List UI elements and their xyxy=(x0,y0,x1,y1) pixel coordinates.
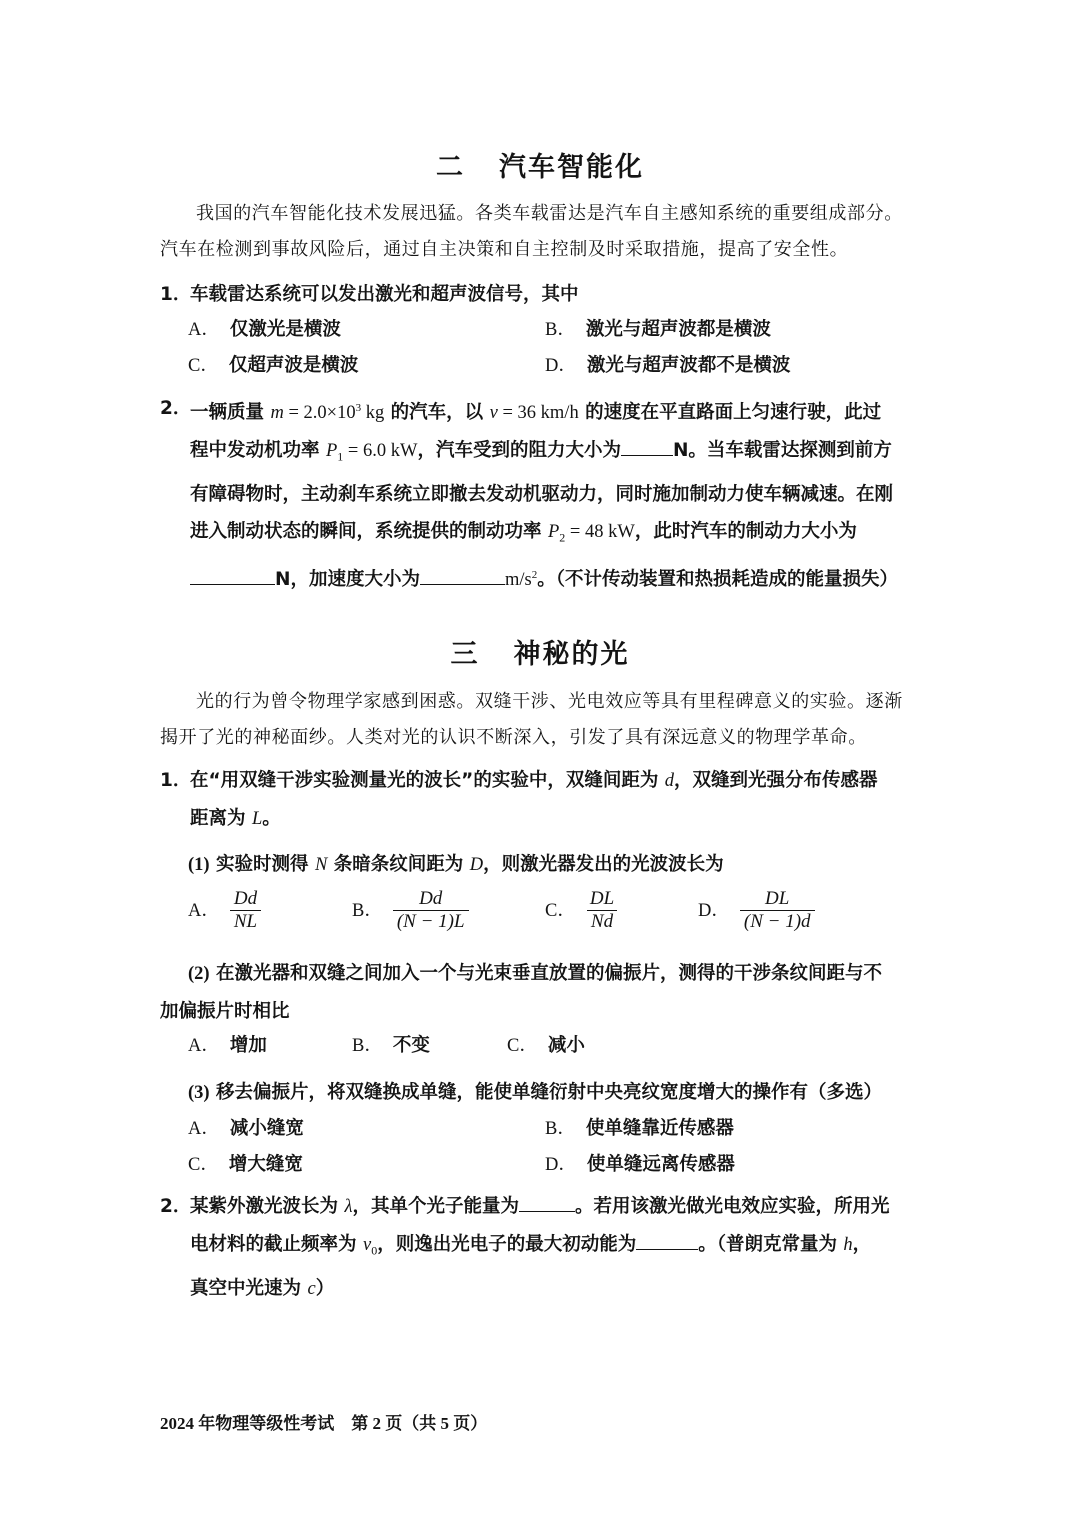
section3-heading: 神秘的光 xyxy=(513,639,630,670)
answer-blank-max-kinetic-energy[interactable] xyxy=(636,1231,698,1250)
question-body: 在“用双缝干涉实验测量光的波长”的实验中，双缝间距为 d，双缝到光强分布传感器 距离为 L。 xyxy=(190,770,878,829)
section3-question1 xyxy=(160,762,925,838)
option-c: C． 仅超声波是横波 xyxy=(188,355,359,376)
option-d-fraction: D． $\frac{DL}{(N - 1)d}$ xyxy=(698,888,815,933)
section2-intro xyxy=(160,196,930,268)
section2-number: 二 xyxy=(436,152,465,183)
question-number: 2． xyxy=(160,1196,192,1217)
page-footer: 2024 年物理等级性考试 第 2 页（共 5 页） xyxy=(160,1414,488,1433)
section2-heading: 汽车智能化 xyxy=(499,152,644,183)
section3-intro-line2: 揭开了光的神秘面纱。人类对光的认识不断深入，引发了具有深远意义的物理学革命。 xyxy=(160,727,867,748)
question-number: 2． xyxy=(160,398,192,419)
section2-title xyxy=(0,145,1080,184)
section2-question1 xyxy=(160,276,925,313)
option-a: A． 减小缝宽 xyxy=(188,1118,304,1139)
question-number: 1． xyxy=(160,770,192,791)
question-body: 某紫外激光波长为 λ，其单个光子能量为 。若用该激光做光电效应实验，所用光 电材料的截止频率为 $\nu_0$，则逸出光电子的最大初动能为 。（普朗克常量为 h， 真空中光速为 c） xyxy=(160,1188,925,1308)
subquestion-2: (2) 在激光器和双缝之间加入一个与光束垂直放置的偏振片，测得的干涉条纹间距与不 加偏振片时相比 xyxy=(160,963,883,1022)
option-d: D． 激光与超声波都不是横波 xyxy=(545,355,791,376)
option-a: A． 仅激光是横波 xyxy=(188,319,341,340)
answer-blank-resistance[interactable] xyxy=(621,437,673,456)
section3-intro-line1: 光的行为曾令物理学家感到困惑。双缝干涉、光电效应等具有里程碑意义的实验。逐渐 xyxy=(196,691,903,712)
fraction: $\frac{DL}{Nd}$ xyxy=(586,888,618,933)
option-b: B． 激光与超声波都是横波 xyxy=(545,319,771,340)
subquestion-3: (3) 移去偏振片，将双缝换成单缝，能使单缝衍射中央亮纹宽度增大的操作有（多选） xyxy=(188,1082,883,1103)
answer-blank-acceleration[interactable] xyxy=(420,566,505,585)
option-b: B． 使单缝靠近传感器 xyxy=(545,1118,734,1139)
section2-intro-line1: 我国的汽车智能化技术发展迅猛。各类车载雷达是汽车自主感知系统的重要组成部分。 xyxy=(196,203,903,224)
answer-blank-braking-force[interactable] xyxy=(190,566,275,585)
option-c: C． 增大缝宽 xyxy=(188,1154,303,1175)
section3-intro xyxy=(160,684,930,756)
option-a-fraction: A． $\frac{Dd}{NL}$ xyxy=(188,888,261,933)
fraction: $\frac{DL}{(N - 1)d}$ xyxy=(740,888,815,933)
section3-title xyxy=(0,632,1080,671)
fraction: $\frac{Dd}{(N - 1)L}$ xyxy=(393,888,469,933)
option-d: D． 使单缝远离传感器 xyxy=(545,1154,735,1175)
question-stem: 车载雷达系统可以发出激光和超声波信号，其中 xyxy=(190,284,579,305)
fraction: $\frac{Dd}{NL}$ xyxy=(230,888,261,933)
section3-question2 xyxy=(160,1188,925,1308)
answer-blank-photon-energy[interactable] xyxy=(519,1193,575,1212)
option-c: C． 减小 xyxy=(507,1035,585,1056)
option-a: A． 增加 xyxy=(188,1035,267,1056)
section2-question2 xyxy=(160,390,925,599)
question-body: 一辆质量 $m = 2.0\times 10^3$ kg 的汽车，以 v = 36 km/h 的速度在平直路面上匀速行驶，此过 程中发动机功率 $P_1 = 6.0$ kW，汽车受到的阻力大小为 N。当车载雷达探测到前方 有障碍物时，主动刹车系统立即撤去发动机驱动力，同时施加制动力使车辆减速。在刚 进入制动状态的瞬间，系统提供的制动功率 $P_2 = 48$ kW，此时汽车的制动力大小为 N，加速度大小为 $m/s^2$。（不计传动装置和热损耗造成的能量损失） xyxy=(190,402,898,590)
question-number: 1． xyxy=(160,284,192,305)
option-c-fraction: C． $\frac{DL}{Nd}$ xyxy=(545,888,618,933)
option-b-fraction: B． $\frac{Dd}{(N - 1)L}$ xyxy=(352,888,469,933)
section3-number: 三 xyxy=(450,639,480,670)
option-b: B． 不变 xyxy=(352,1035,430,1056)
section2-intro-line2: 汽车在检测到事故风险后，通过自主决策和自主控制及时采取措施，提高了安全性。 xyxy=(160,239,849,260)
subquestion-1: (1) 实验时测得 N 条暗条纹间距为 D，则激光器发出的光波波长为 xyxy=(188,854,724,875)
